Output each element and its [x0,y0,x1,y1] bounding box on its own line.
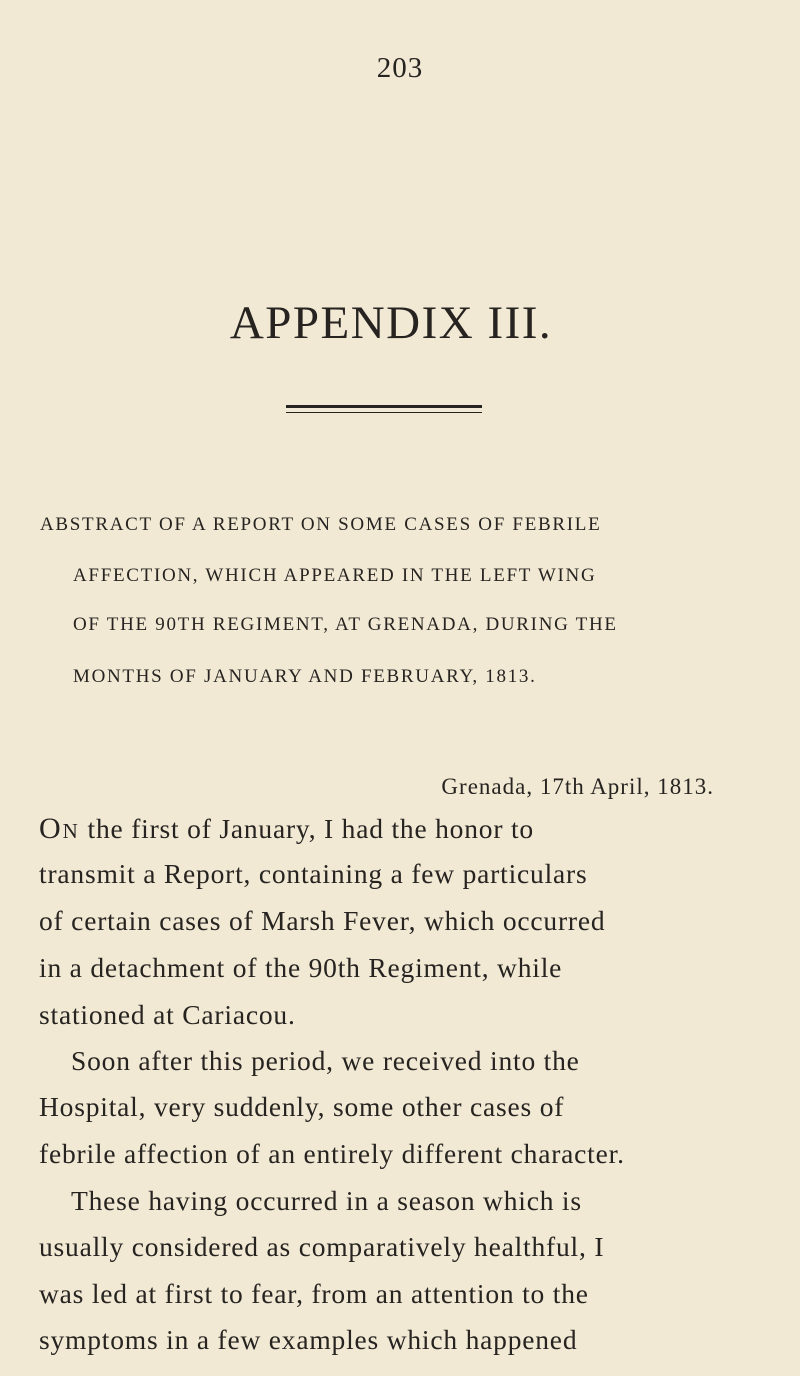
abstract-line-2: AFFECTION, WHICH APPEARED IN THE LEFT WING [73,565,597,586]
abstract-line-1: ABSTRACT OF A REPORT ON SOME CASES OF FEBRILE [40,514,602,535]
title-rule-thin [286,412,482,413]
title-rule-thick [286,405,482,408]
body-line-6: Soon after this period, we received into the [71,1045,580,1076]
body-line-4: in a detachment of the 90th Regiment, while [39,952,563,983]
body-line-2: transmit a Report, containing a few particulars [39,858,588,889]
abstract-line-4: MONTHS OF JANUARY AND FEBRUARY, 1813. [73,666,537,687]
dateline: Grenada, 17th April, 1813. [441,774,714,799]
body-line-9: These having occurred in a season which is [71,1185,582,1216]
body-line-8: febrile affection of an entirely different character. [39,1138,625,1169]
body-line-1 [39,812,729,846]
body-line-7: Hospital, very suddenly, some other cases of [39,1091,565,1122]
body-line-1-text: the first of January, I had the honor to [87,813,534,844]
body-line-5: stationed at Cariacou. [39,999,296,1030]
abstract-line-3: OF THE 90TH REGIMENT, AT GRENADA, DURING THE [73,614,618,635]
opening-word: ON [39,812,80,845]
body-line-12: symptoms in a few examples which happened [39,1324,578,1355]
page-number: 203 [376,52,424,84]
body-line-3: of certain cases of Marsh Fever, which occurred [39,905,606,936]
appendix-title: APPENDIX III. [229,297,553,349]
body-line-10: usually considered as comparatively healthful, I [39,1231,605,1262]
body-line-11: was led at first to fear, from an attention to the [39,1278,589,1309]
